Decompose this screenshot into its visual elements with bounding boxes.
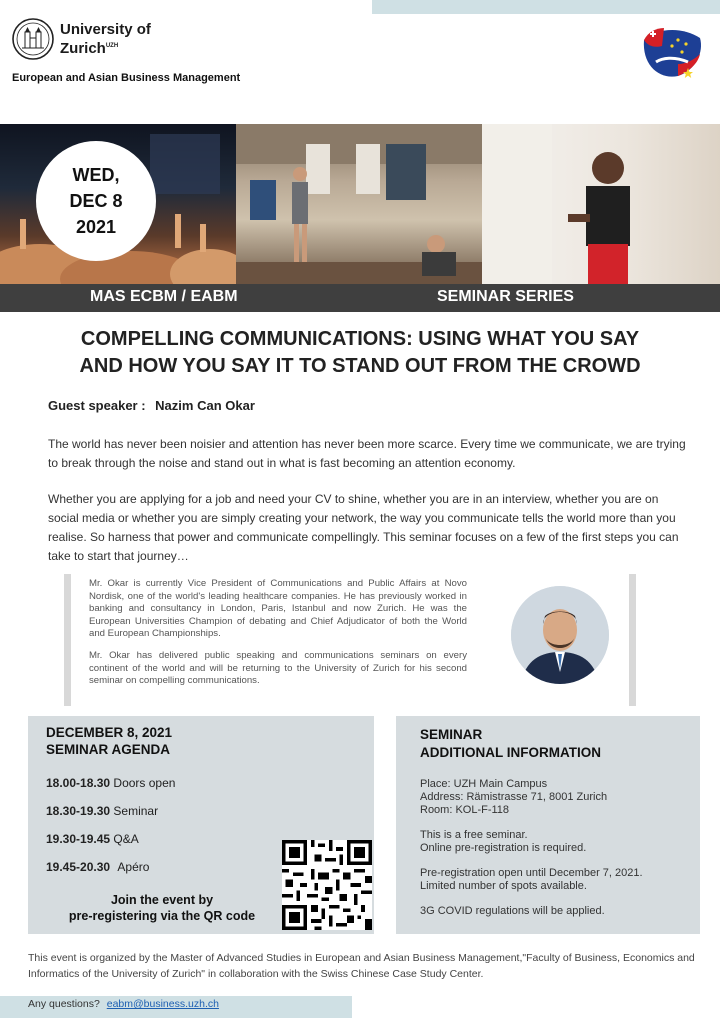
info-covid: 3G COVID regulations will be applied. [420,905,605,917]
office-presentation-photo [236,124,482,284]
date-line-3: 2021 [75,217,117,237]
guest-speaker [48,398,255,413]
info-address: Address: Rämistrasse 71, 8001 Zurich [420,791,608,803]
bio-text [89,578,467,688]
university-seal-icon [12,18,54,60]
university-name-line2: Zurich [60,39,106,57]
office-scene-icon [236,124,482,284]
bio-paragraph-2: Mr. Okar has delivered public speaking and communications seminars on every continent of the world and will be returning to the University of Zurich for his second seminar on compelling communications. [89,649,467,687]
agenda-item [46,860,149,874]
contact-email-link[interactable]: eabm@business.uzh.ch [106,998,219,1010]
top-accent-bar [372,0,720,14]
agenda-time: 18.30-19.30 [46,804,111,818]
info-room: Room: KOL-F-118 [420,804,510,816]
agenda-time: 18.00-18.30 [46,776,111,790]
man-portrait-icon [511,586,609,684]
agenda-title-line-1: DECEMBER 8, 2021 [46,725,173,740]
event-date-badge [36,141,156,261]
contact-line [28,998,219,1010]
join-instructions [42,892,282,924]
date-line-2: DEC 8 [69,191,123,211]
info-title [420,726,601,762]
info-place: Place: UZH Main Campus [420,778,548,790]
agenda-item [46,832,139,846]
headline-line-1: COMPELLING COMMUNICATIONS: USING WHAT YOU SAY [80,328,640,350]
date-line-1: WED, [72,165,120,185]
info-free-line-1: This is a free seminar. [420,829,528,841]
guest-speaker-label: Guest speaker : [48,398,146,413]
join-line-2: pre-registering via the QR code [68,909,256,923]
speaker-bio [64,574,636,706]
intro-paragraph-2: Whether you are applying for a job and need your CV to shine, whether you are in an interview, whether you are on social media or whether you are simply creating your network, the way you communicate tells the world more than you realise. So harness that power and communicate compellingly. This seminar focuses on a few of the first steps you can take to start that journey… [48,492,679,563]
organizer-footer: This event is organized by the Master of Advanced Studies in European and Asian Business Management,"Faculty of Business, Economics and Informatics of the University of Zurich" in collaboration with the Swiss Chinese Case Study Center. [28,952,695,980]
questions-label: Any questions? [28,998,100,1010]
info-prereg-line-1: Pre-registration open until December 7, 2021. [420,867,643,879]
university-sup: UZH [105,42,119,49]
bio-paragraph-1: Mr. Okar is currently Vice President of Communications and Public Affairs at Novo Nordisk, one of the world's leading healthcare companies. He has previously worked in banking and consultancy in London, Paris, Istanbul and now Zurich. He was the European Universities Champion of debating and Chief Adjudicator of both the World and European Championships. [89,578,467,640]
info-title-line-1: SEMINAR [420,727,483,742]
agenda-label: Apéro [117,860,150,874]
speaker-portrait [511,586,609,684]
agenda-label: Seminar [113,804,159,818]
additional-info-panel [396,716,700,934]
agenda-panel [28,716,374,934]
agenda-label: Q&A [113,832,139,846]
info-title-line-2: ADDITIONAL INFORMATION [420,745,601,760]
agenda-item [46,776,175,790]
band-right-label: SEMINAR SERIES [437,288,574,305]
agenda-item [46,804,158,818]
university-logo [12,18,151,60]
agenda-time: 19.45-20.30 [46,860,111,874]
info-prereg-line-2: Limited number of spots available. [420,880,587,892]
agenda-label: Doors open [113,776,176,790]
europe-asia-flag-logo-icon [638,26,704,80]
university-name-line1: University of [60,20,151,38]
speaker-woman-icon [482,124,720,284]
university-name [60,22,151,57]
program-band [0,284,720,312]
agenda-title [46,724,172,758]
program-subtitle: European and Asian Business Management [12,72,241,84]
info-free-line-2: Online pre-registration is required. [420,842,587,854]
agenda-title-line-2: SEMINAR AGENDA [46,742,171,757]
seminar-headline [30,326,690,380]
agenda-time: 19.30-19.45 [46,832,111,846]
headline-line-2: AND HOW YOU SAY IT TO STAND OUT FROM THE CROWD [79,355,641,377]
intro-paragraph-1: The world has never been noisier and attention has never been more scarce. Every time we communicate, we are trying to break through the noise and stand out in what is fast becoming an attention economy. [48,437,686,470]
registration-qr-code-icon[interactable] [282,840,372,930]
speaker-photo [482,124,720,284]
guest-speaker-name: Nazim Can Okar [155,398,255,413]
band-left-label: MAS ECBM / EABM [90,288,238,305]
join-line-1: Join the event by [110,893,214,907]
